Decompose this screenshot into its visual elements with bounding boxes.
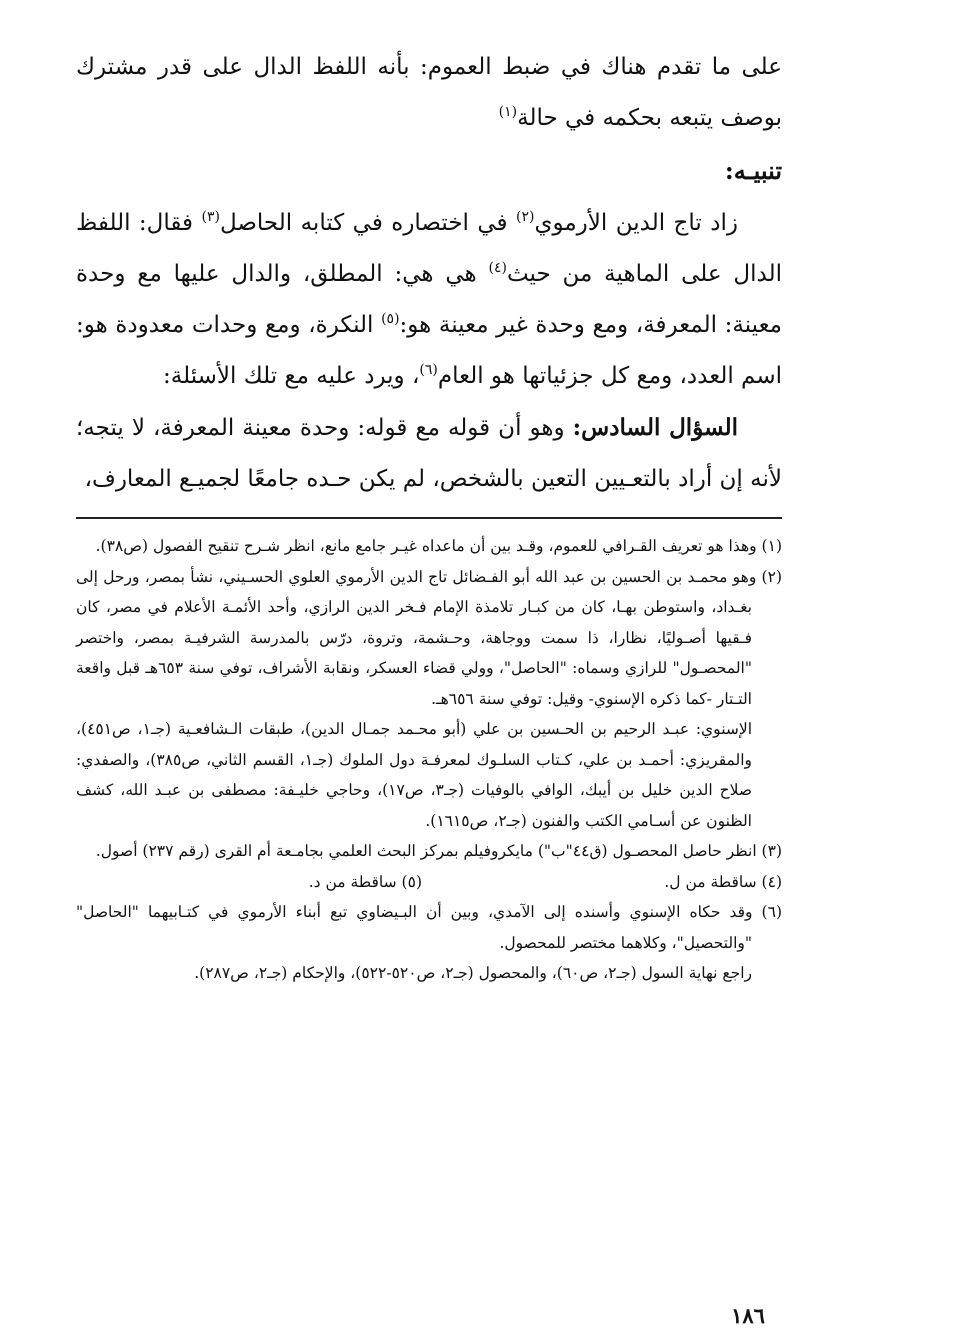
paragraph-3	[76, 402, 782, 505]
footnote-marker: (٥)	[381, 311, 400, 327]
footnotes	[76, 531, 782, 989]
paragraph-2: زاد تاج الدين الأرموي$^{(٢)}$ في اختصاره في كتابه الحاصل$^{(٣)}$ فقال: اللفظ الدال على الماهية من حيث$^{(٤)}$ هي هي: المطلق، والدال عليها مع وحدة معينة: المعرفة، ومع وحدة غير معينة هو:$^{(٥)}$ النكرة، ومع وحدات معدودة هو: اسم العدد، ومع كل جزئياتها هو العام$^{(٦)}$، ويرد عليه مع تلك الأسئلة:	[76, 209, 783, 389]
footnote-6: (٦) وقد حكاه الإسنوي وأسنده إلى الآمدي، وبين أن البـيضاوي تبع أبناء الأرموي في كتـابيهما "الحاصل" "والتحصيل"، وكلاهما مختصر للمحصول.	[76, 903, 782, 952]
footnote-6-sources: راجع نهاية السول (جـ٢، ص٦٠)، والمحصول (جـ٢، ص٥٢٠-٥٢٢)، والإحكام (جـ٢، ص٢٨٧).	[194, 964, 752, 982]
footnote-5: (٥) ساقطة من د.	[308, 872, 422, 891]
page-number: ١٨٦	[731, 1303, 765, 1328]
footnote-marker: (٢)	[515, 209, 535, 225]
paragraph-3-text: وهو أن قوله مع قوله: وحدة معينة المعرفة، لا يتجه؛ لأنه إن أراد بالتعـيين التعين بالشخص، لم يكن حـده جامعًا لجميـع المعارف،	[76, 415, 782, 492]
footnote-2: (٢) وهو محمـد بن الحسين بن عبد الله أبو الفـضائل تاج الدين الأرموي العلوي الحسـيني، نشأ بمصر، ورحل إلى بغـداد، واستوطن بهـا، كان من كبـار تلامذة الإمام فـخر الدين الرازي، وأحد الأئمـة الأعلام في مصر، كان فـقيها أصـوليًا، نظارا، ذا سمت ووجاهة، وحـشمة، وتروة، درّس بالمدرسة الشرفيـة بمصر، واختصر "المحصـول" للرازي وسماه: "الحاصل"، وولي قضاء العسكر، ونقابة الأشراف، توفي سنة ٦٥٣هـ قبل واقعة التـتار -كما ذكره الإسنوي- وقيل: توفي سنة ٦٥٦هـ.	[76, 567, 782, 708]
section-heading: تنبيـه:	[724, 156, 782, 185]
footnote-marker: (٦)	[419, 362, 438, 378]
footnote-4: (٤) ساقطة من ل.	[664, 872, 782, 891]
question-label: السؤال السادس:	[572, 414, 738, 441]
footnote-marker: (١)	[498, 104, 518, 120]
footnote-4-5	[76, 867, 782, 898]
footnote-marker: (٣)	[201, 209, 220, 225]
paragraph-1: على ما تقدم هناك في ضبط العموم: بأنه اللفظ الدال على قدر مشترك بوصف يتبعه بحكمه في حالة$^{(١)}$	[76, 54, 782, 131]
footnote-1: (١) وهذا هو تعريف القـرافي للعموم، وقـد بين أن ماعداه غيـر جامع مانع، انظر شـرح تنقيح الفصول (ص٣٨).	[95, 537, 782, 555]
footnote-3: (٣) انظر حاصل المحصـول (ق٤٤"ب") مايكروفيلم بمركز البحث العلمي بجامـعة أم القرى (رقم ٢٣٧) أصول.	[95, 842, 782, 860]
footnote-marker: (٤)	[488, 260, 507, 276]
footnote-2-sources: الإسنوي: عبـد الرحيم بن الحـسين بن علي (أبو محـمد جمـال الدين)، طبقات الـشافعـية (جـ١، ص٤٥١)، والمقريزي: أحمـد بن علي، كـتاب السلـوك لمعرفـة دول الملوك (جـ١، القسم الثاني، ص٣٨٥)، والصفدي: صلاح الدين خليل بن أيبك، الوافي بالوفيات (جـ٣، ص١٧)، وحاجي خليـفة: مصطفى بن عبـد الله، كشف الظنون عن أسـامي الكتب والفنون (جـ٢، ص١٦١٥).	[76, 720, 753, 830]
footnote-separator	[76, 517, 782, 519]
main-text	[76, 42, 782, 505]
